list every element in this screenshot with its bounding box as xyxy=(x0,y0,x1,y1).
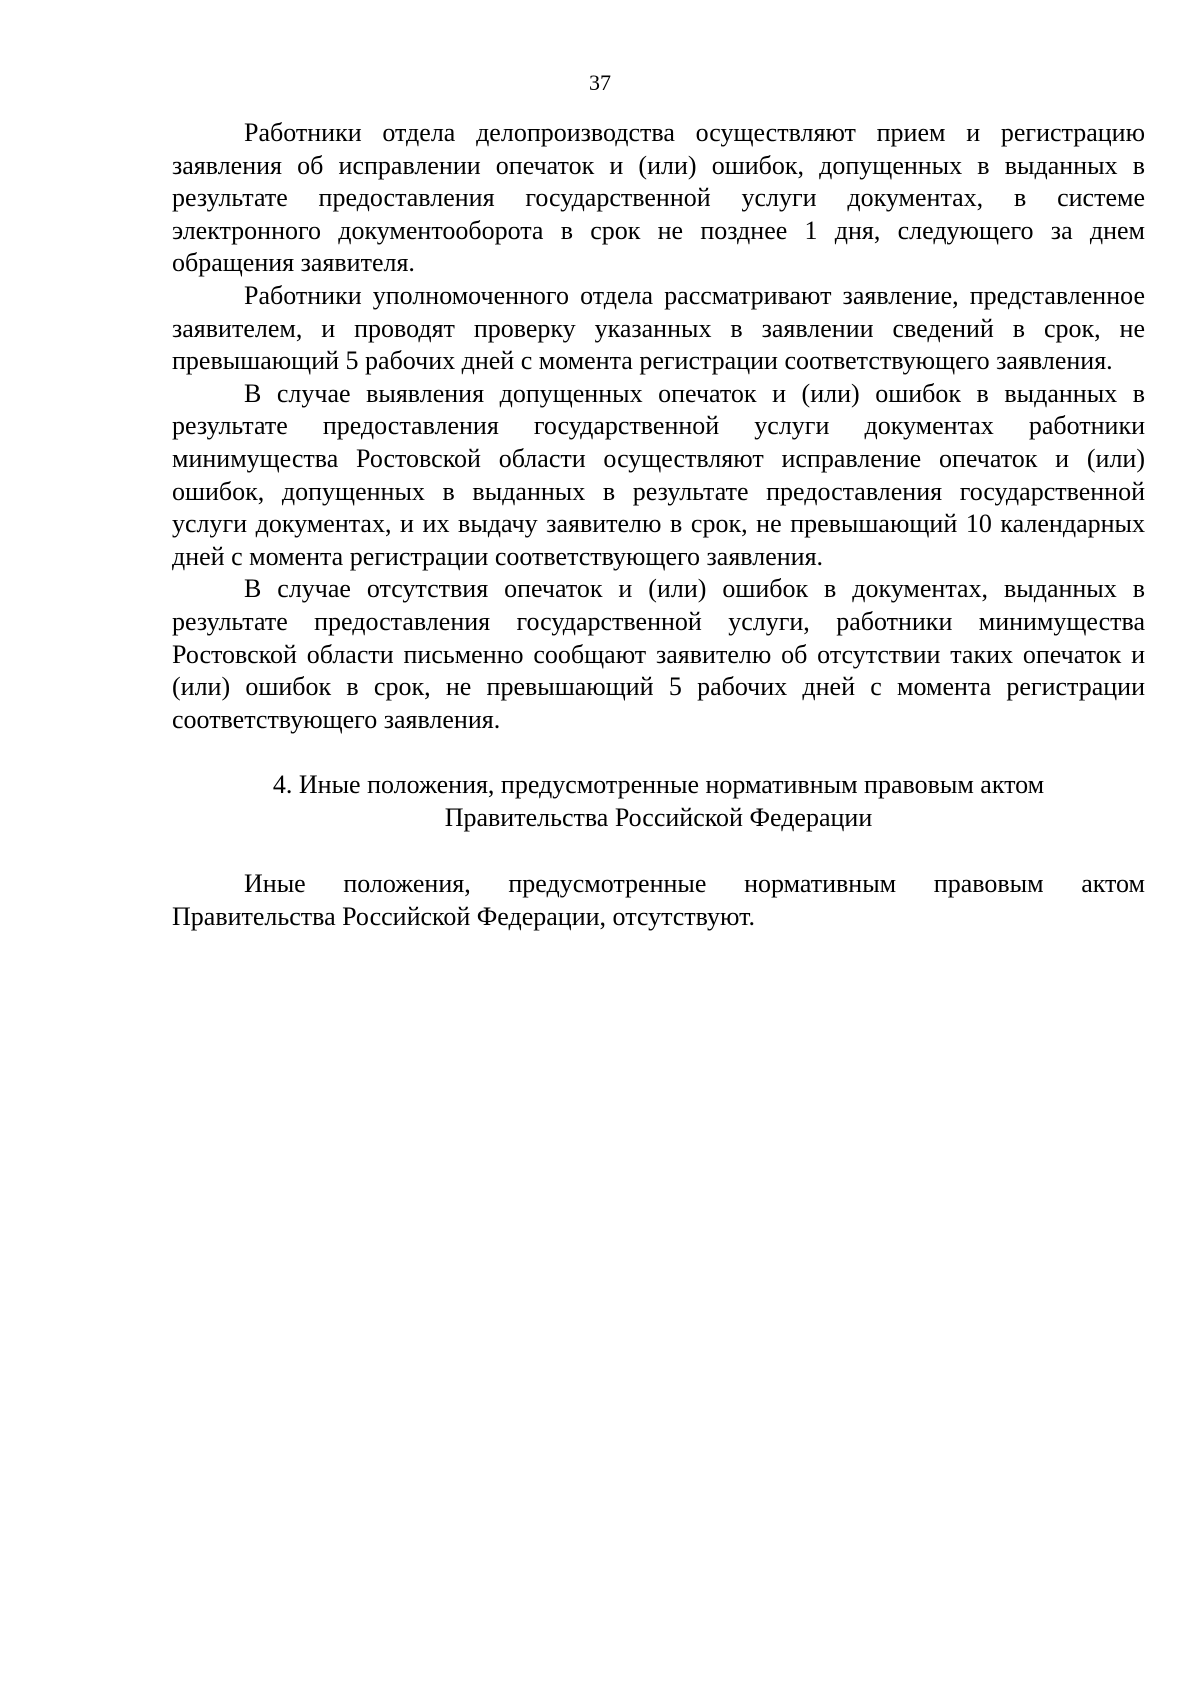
page-number: 37 xyxy=(589,70,611,95)
section-heading xyxy=(172,769,1145,834)
paragraph-no-errors: В случае отсутствия опечаток и (или) ошибок в документах, выданных в результате предоставления государственной услуги, работники минимущества Ростовской области письменно сообщают заявителю об отсутствии таких опечаток и (или) ошибок в срок, не превышающий 5 рабочих дней с момента регистрации соответствующего заявления. xyxy=(172,574,1145,734)
paragraph-correction: В случае выявления допущенных опечаток и (или) ошибок в выданных в результате предоставления государственной услуги документах работники минимущества Ростовской области осуществляют исправление опечаток и (или) ошибок, допущенных в выданных в результате предоставления государственной услуги документах, и их выдачу заявителю в срок, не превышающий 10 календарных дней с момента регистрации соответствующего заявления. xyxy=(172,378,1145,571)
section-text: Иные положения, предусмотренные нормативным правовым актом Правительства Российской Федерации, отсутствуют. xyxy=(172,869,1145,932)
section-heading-line-1: 4. Иные положения, предусмотренные нормативным правовым актом xyxy=(272,770,1045,800)
paragraph-registration: Работники отдела делопроизводства осуществляют прием и регистрацию заявления об исправлении опечаток и (или) ошибок, допущенных в выданных в результате предоставления государственной услуги документах, в системе электронного документооборота в срок не позднее 1 дня, следующего за днем обращения заявителя. xyxy=(172,118,1145,278)
paragraph-review: Работники уполномоченного отдела рассматривают заявление, представленное заявителем, и проводят проверку указанных в заявлении сведений в срок, не превышающий 5 рабочих дней с момента регистрации соответствующего заявления. xyxy=(172,280,1145,376)
document-body xyxy=(172,117,1145,934)
section-heading-line-2: Правительства Российской Федерации xyxy=(444,802,873,832)
